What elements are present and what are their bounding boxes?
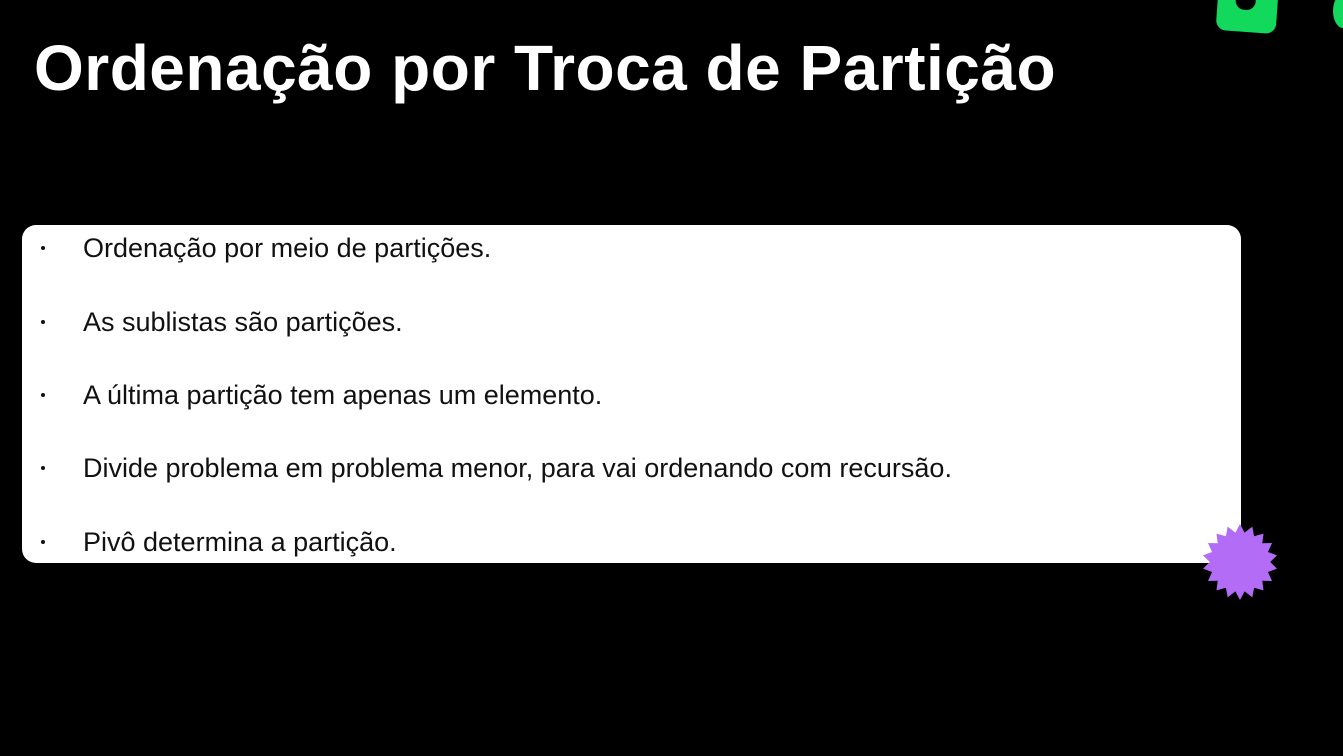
bullet-dot-icon <box>41 466 45 470</box>
bullet-text: As sublistas são partições. <box>83 307 403 337</box>
content-card <box>22 225 1241 563</box>
bullet-text: A última partição tem apenas um elemento. <box>83 380 603 410</box>
bullet-dot-icon <box>41 393 45 397</box>
slide-title: Ordenação por Troca de Partição <box>34 32 1057 104</box>
bullet-dot-icon <box>41 540 45 544</box>
bullet-dot-icon <box>41 246 45 250</box>
starburst-badge-icon <box>1200 522 1280 602</box>
brand-logo-secondary-icon <box>1333 0 1343 28</box>
bullet-text: Pivô determina a partição. <box>83 527 397 557</box>
brand-logo-icon <box>1216 0 1279 34</box>
bullet-dot-icon <box>41 320 45 324</box>
bullet-text: Divide problema em problema menor, para vai ordenando com recursão. <box>83 453 952 483</box>
starburst-badge-shape <box>1203 524 1277 600</box>
bullet-text: Ordenação por meio de partições. <box>83 233 492 263</box>
